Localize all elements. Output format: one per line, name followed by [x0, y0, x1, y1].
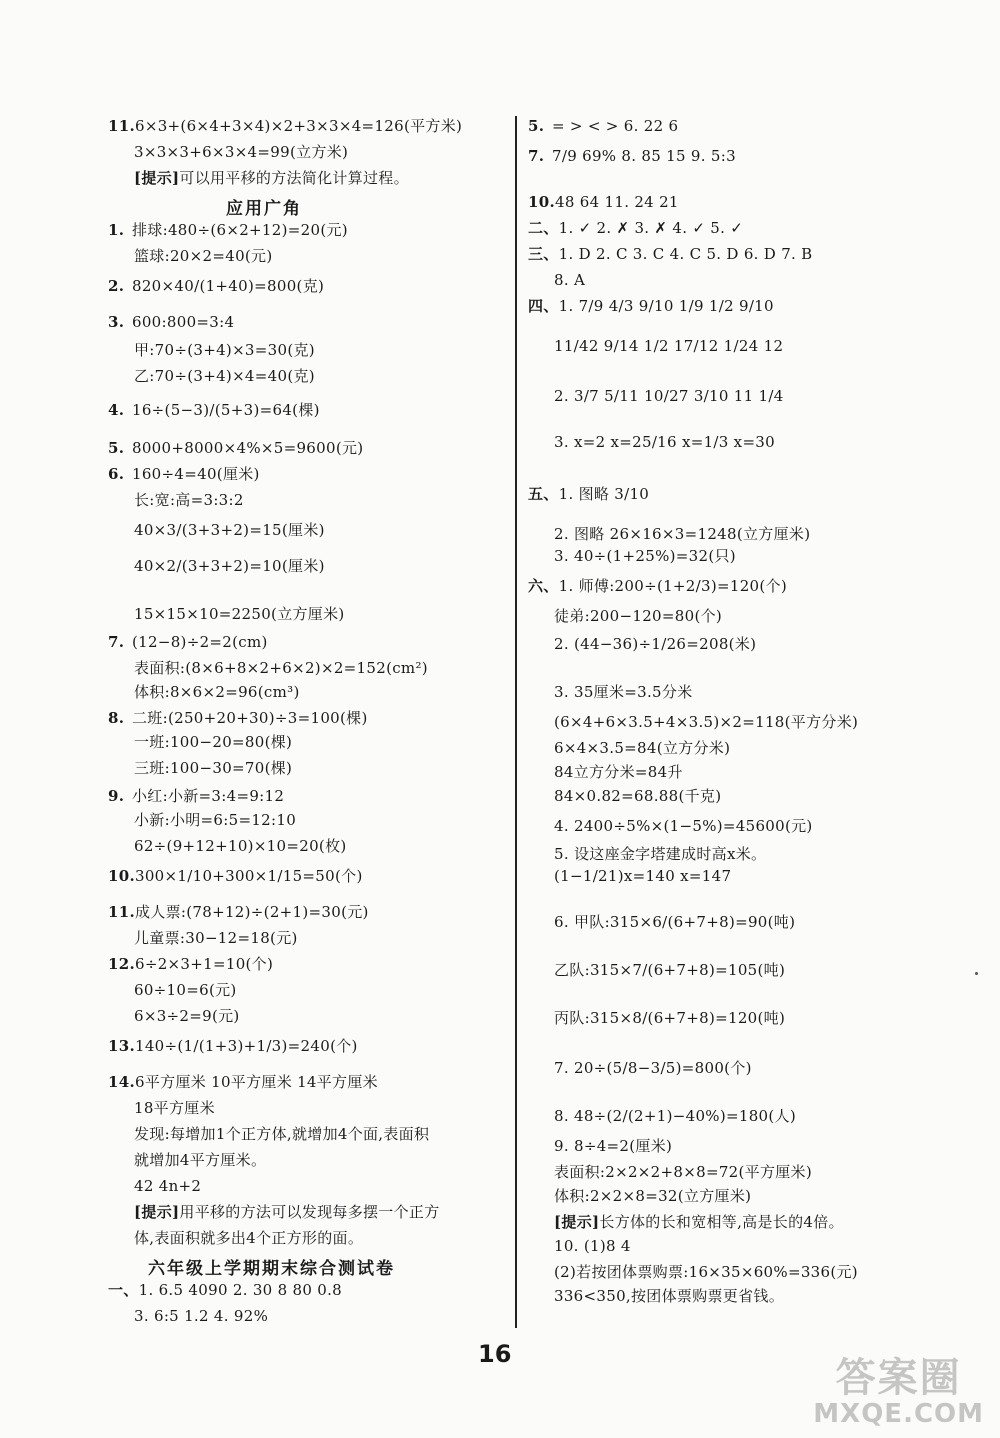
answer-text: 15×15×10=2250(立方厘米)	[134, 605, 345, 623]
answer-line	[554, 1186, 751, 1206]
answer-text: 6×3+(6×4+3×4)×2+3×3×4=126(平方米)	[135, 117, 463, 135]
answer-line	[134, 520, 325, 540]
answer-text: 2. (44−36)÷1/26=208(米)	[554, 635, 757, 653]
answer-text: (6×4+6×3.5+4×3.5)×2=118(平方分米)	[554, 713, 859, 731]
answer-line	[134, 490, 244, 510]
answer-line	[108, 438, 363, 458]
answer-text: (1−1/21)x=140 x=147	[554, 867, 732, 885]
answer-line	[554, 634, 756, 654]
answer-text: 1. 师傅:200÷(1+2/3)=120(个)	[558, 577, 788, 595]
answer-text: 8000+8000×4%×5=9600(元)	[132, 439, 364, 457]
answer-text: 1. 图略 3/10	[558, 485, 650, 503]
answer-line	[108, 1036, 358, 1056]
answer-text: 6. 甲队:315×6/(6+7+8)=90(吨)	[554, 913, 796, 931]
answer-text: 3. 6:5 1.2 4. 92%	[134, 1307, 269, 1325]
watermark-cn-text: 答案圈	[835, 1355, 962, 1401]
answer-line	[108, 1072, 378, 1092]
answer-line	[554, 524, 810, 544]
answer-line	[108, 220, 348, 240]
answer-line	[554, 912, 795, 932]
answer-text: 62÷(9+12+10)×10=20(枚)	[134, 837, 347, 855]
answer-line	[528, 218, 743, 238]
item-number: 10.	[528, 193, 555, 211]
answer-line	[554, 1106, 796, 1126]
answer-text: = > < > 6. 22 6	[552, 117, 679, 135]
answer-text: 48 64 11. 24 21	[555, 193, 679, 211]
answer-text: 4. 2400÷5%×(1−5%)=45600(元)	[554, 817, 813, 835]
answer-line	[134, 1176, 201, 1196]
answer-text: 甲:70÷(3+4)×3=30(克)	[134, 341, 315, 359]
answer-line	[108, 116, 462, 136]
item-number: 11.	[108, 903, 135, 921]
item-number: 4.	[108, 401, 125, 419]
answer-text: 徒弟:200−120=80(个)	[554, 607, 723, 625]
answer-line	[554, 1008, 785, 1028]
answer-line	[134, 366, 315, 386]
answer-text: 6平方厘米 10平方厘米 14平方厘米	[135, 1073, 378, 1091]
item-number: 14.	[108, 1073, 135, 1091]
watermark-en-text: MXQE.COM	[813, 1399, 984, 1429]
answer-text: 用平移的方法可以发现每多摆一个正方	[179, 1203, 440, 1221]
answer-text: 发现:每增加1个正方体,就增加4个面,表面积	[134, 1125, 430, 1143]
answer-text: 300×1/10+300×1/15=50(个)	[135, 867, 363, 885]
hint-label: [提示]	[134, 169, 180, 187]
answer-line	[108, 276, 324, 296]
item-number: 五、	[528, 485, 559, 503]
item-number: 11.	[108, 117, 135, 135]
answer-text: 160÷4=40(厘米)	[132, 465, 260, 483]
answer-line	[134, 658, 428, 678]
answer-text: 2. 图略 26×16×3=1248(立方厘米)	[554, 525, 811, 543]
item-number: 2.	[108, 277, 125, 295]
answer-text: 1. D 2. C 3. C 4. C 5. D 6. D 7. B	[558, 245, 813, 263]
answer-text: 3. 35厘米=3.5分米	[554, 683, 693, 701]
answer-text: 二班:(250+20+30)÷3=100(棵)	[132, 709, 368, 727]
item-number: 一、	[108, 1281, 139, 1299]
answer-text: 就增加4平方厘米。	[134, 1151, 267, 1169]
scan-speck	[975, 972, 978, 975]
answer-line	[528, 244, 813, 264]
answer-text: 表面积:(8×6+8×2+6×2)×2=152(cm²)	[134, 659, 428, 677]
answer-line	[554, 270, 585, 290]
answer-line	[108, 866, 363, 886]
item-number: 8.	[108, 709, 125, 727]
answer-line	[108, 632, 268, 652]
answer-line	[554, 738, 730, 758]
answer-text: 84立方分米=84升	[554, 763, 683, 781]
watermark-logo	[813, 1356, 984, 1428]
answer-text: 40×2/(3+3+2)=10(厘米)	[134, 557, 325, 575]
answer-line	[108, 312, 234, 332]
answer-line	[554, 1212, 844, 1232]
answer-line	[554, 1162, 812, 1182]
answer-text: 336<350,按团体票购票更省钱。	[554, 1287, 784, 1305]
answer-text: (2)若按团体票购票:16×35×60%=336(元)	[554, 1263, 858, 1281]
answer-line	[134, 836, 347, 856]
answer-text: 3×3×3+6×3×4=99(立方米)	[134, 143, 349, 161]
answer-text: 60÷10=6(元)	[134, 981, 237, 999]
answer-line	[554, 1236, 631, 1256]
answer-text: 3. 40÷(1+25%)=32(只)	[554, 547, 736, 565]
answer-line	[134, 1150, 266, 1170]
answer-line	[528, 146, 736, 166]
answer-text: 42 4n+2	[134, 1177, 202, 1195]
answer-text: 8. 48÷(2/(2+1)−40%)=180(人)	[554, 1107, 797, 1125]
column-divider	[515, 116, 517, 1328]
answer-text: 体积:8×6×2=96(cm³)	[134, 683, 300, 701]
answer-text: 600:800=3:4	[132, 313, 235, 331]
hint-label: [提示]	[134, 1203, 180, 1221]
answer-line	[134, 168, 409, 188]
answer-text: 三班:100−30=70(棵)	[134, 759, 293, 777]
answer-line	[554, 336, 783, 356]
answer-text: 820×40/(1+40)=800(克)	[132, 277, 325, 295]
answer-line	[554, 432, 775, 452]
answer-line	[108, 954, 273, 974]
answer-line	[554, 866, 731, 886]
answer-line	[134, 142, 348, 162]
answer-line	[528, 116, 678, 136]
section-title: 六年级上学期期末综合测试卷	[148, 1259, 395, 1279]
answer-text: 1. 6.5 4090 2. 30 8 80 0.8	[138, 1281, 343, 1299]
answer-line	[134, 810, 296, 830]
answer-text: 5. 设这座金字塔建成时高x米。	[554, 845, 767, 863]
answer-line	[134, 682, 300, 702]
answer-line	[134, 928, 298, 948]
answer-text: 乙:70÷(3+4)×4=40(克)	[134, 367, 315, 385]
answer-text: 8. A	[554, 271, 586, 289]
answer-text: 体,表面积就多出4个正方形的面。	[134, 1229, 364, 1247]
answer-line	[528, 192, 679, 212]
answer-text: 84×0.82=68.88(千克)	[554, 787, 722, 805]
answer-line	[554, 1058, 752, 1078]
item-number: 7.	[528, 147, 545, 165]
answer-line	[528, 484, 649, 504]
answer-text: 18平方厘米	[134, 1099, 215, 1117]
answer-line	[554, 386, 784, 406]
answer-line	[134, 1306, 268, 1326]
answer-line	[108, 786, 284, 806]
answer-text: 9. 8÷4=2(厘米)	[554, 1137, 673, 1155]
item-number: 5.	[108, 439, 125, 457]
answer-line	[528, 296, 774, 316]
answer-line	[554, 546, 736, 566]
item-number: 7.	[108, 633, 125, 651]
answer-text: 140÷(1/(1+3)+1/3)=240(个)	[135, 1037, 358, 1055]
answer-line	[554, 1286, 784, 1306]
answer-text: 一班:100−20=80(棵)	[134, 733, 293, 751]
item-number: 9.	[108, 787, 125, 805]
answer-text: (12−8)÷2=2(cm)	[132, 633, 268, 651]
answer-text: 小新:小明=6:5=12:10	[134, 811, 297, 829]
answer-line	[134, 732, 292, 752]
answer-line	[134, 340, 315, 360]
item-number: 10.	[108, 867, 135, 885]
answer-line	[108, 1280, 342, 1300]
answer-text: 2. 3/7 5/11 10/27 3/10 11 1/4	[554, 387, 784, 405]
answer-line	[134, 1006, 240, 1026]
answer-line	[554, 1136, 672, 1156]
item-number: 12.	[108, 955, 135, 973]
answer-text: 1. 7/9 4/3 9/10 1/9 1/2 9/10	[558, 297, 774, 315]
item-number: 5.	[528, 117, 545, 135]
answer-line	[554, 712, 858, 732]
answer-line	[528, 576, 787, 596]
answer-text: 10. (1)8 4	[554, 1237, 631, 1255]
answer-text: 儿童票:30−12=18(元)	[134, 929, 298, 947]
answer-text: 可以用平移的方法简化计算过程。	[179, 169, 409, 187]
answer-line	[554, 960, 785, 980]
answer-text: 体积:2×2×8=32(立方厘米)	[554, 1187, 752, 1205]
answer-line	[554, 1262, 858, 1282]
answer-text: 6×4×3.5=84(立方分米)	[554, 739, 731, 757]
answer-text: 表面积:2×2×2+8×8=72(平方厘米)	[554, 1163, 813, 1181]
item-number: 四、	[528, 297, 559, 315]
answer-text: 篮球:20×2=40(元)	[134, 247, 273, 265]
hint-label: [提示]	[554, 1213, 600, 1231]
answer-line	[108, 708, 368, 728]
answer-line	[554, 844, 766, 864]
answer-line	[134, 980, 237, 1000]
answer-line	[554, 786, 721, 806]
answer-text: 长方体的长和宽相等,高是长的4倍。	[599, 1213, 844, 1231]
answer-line	[554, 816, 813, 836]
answer-text: 6÷2×3+1=10(个)	[135, 955, 274, 973]
answer-text: 7. 20÷(5/8−3/5)=800(个)	[554, 1059, 752, 1077]
answer-text: 40×3/(3+3+2)=15(厘米)	[134, 521, 325, 539]
item-number: 13.	[108, 1037, 135, 1055]
item-number: 二、	[528, 219, 559, 237]
answer-text: 小红:小新=3:4=9:12	[132, 787, 285, 805]
answer-text: 11/42 9/14 1/2 17/12 1/24 12	[554, 337, 784, 355]
answer-line	[108, 400, 320, 420]
answer-line	[134, 604, 345, 624]
item-number: 6.	[108, 465, 125, 483]
answer-line	[134, 556, 325, 576]
answer-line	[134, 246, 273, 266]
answer-line	[134, 1202, 440, 1222]
item-number: 3.	[108, 313, 125, 331]
answer-line	[134, 1228, 363, 1248]
item-number: 三、	[528, 245, 559, 263]
answer-line	[554, 606, 722, 626]
section-title: 应用广角	[226, 199, 302, 219]
answer-line	[134, 1124, 429, 1144]
answer-text: 乙队:315×7/(6+7+8)=105(吨)	[554, 961, 786, 979]
answer-line	[108, 902, 369, 922]
answer-text: 排球:480÷(6×2+12)=20(元)	[132, 221, 348, 239]
answer-text: 长:宽:高=3:3:2	[134, 491, 244, 509]
answer-text: 3. x=2 x=25/16 x=1/3 x=30	[554, 433, 775, 451]
answer-text: 1. ✓ 2. ✗ 3. ✗ 4. ✓ 5. ✓	[558, 219, 744, 237]
answer-line	[134, 1098, 215, 1118]
answer-text: 7/9 69% 8. 85 15 9. 5:3	[552, 147, 736, 165]
answer-text: 16÷(5−3)/(5+3)=64(棵)	[132, 401, 320, 419]
answer-text: 6×3÷2=9(元)	[134, 1007, 240, 1025]
answer-line	[134, 758, 292, 778]
page-number: 16	[478, 1340, 512, 1368]
answer-line	[554, 682, 693, 702]
answer-line	[554, 762, 683, 782]
answer-text: 成人票:(78+12)÷(2+1)=30(元)	[135, 903, 369, 921]
item-number: 六、	[528, 577, 559, 595]
item-number: 1.	[108, 221, 125, 239]
answer-line	[108, 464, 260, 484]
answer-text: 丙队:315×8/(6+7+8)=120(吨)	[554, 1009, 786, 1027]
